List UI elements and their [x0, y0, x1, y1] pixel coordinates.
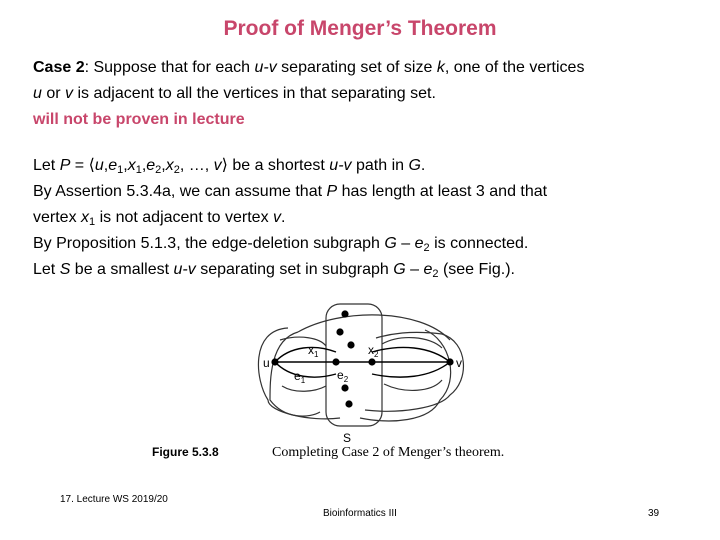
- figure-5-3-8: [150, 300, 570, 460]
- vertex-s-5: [345, 400, 352, 407]
- vertex-s-2: [336, 328, 343, 335]
- footer-course: Bioinformatics III: [323, 508, 397, 519]
- region-outline-6: [280, 337, 326, 346]
- vertex-s-4: [341, 384, 348, 391]
- label-e2: $e_2$: [337, 368, 349, 384]
- arc-u-bottom: [275, 362, 336, 377]
- vertex-s-3: [347, 341, 354, 348]
- region-outline-7: [282, 386, 326, 391]
- proof-line-1: Let $P = ⟨u,e_1,x_1,e_2,x_2$, …, v⟩ be a shortest u-v path in G.: [33, 157, 426, 176]
- region-outline-5: [365, 332, 463, 411]
- label-x1: $x_1$: [308, 343, 319, 359]
- proof-line-2: By Assertion 5.3.4a, we can assume that P has length at least 3 and that: [33, 183, 548, 200]
- label-s: S: [343, 431, 352, 445]
- arc-v-top: [372, 347, 450, 362]
- lecture-note: will not be proven in lecture: [33, 111, 245, 128]
- arc-v-bottom: [372, 362, 450, 377]
- vertex-x1: [332, 358, 339, 365]
- region-outline-1: [298, 315, 450, 340]
- label-u: u: [263, 356, 270, 370]
- figure-caption-label: Figure 5.3.8: [152, 445, 219, 459]
- vertex-v: [446, 358, 453, 365]
- arc-u-top: [275, 347, 336, 362]
- vertex-x2: [368, 358, 375, 365]
- case-2-statement: [33, 55, 693, 133]
- proof-body: [33, 153, 693, 283]
- vertex-u: [271, 358, 278, 365]
- figure-caption-text: Completing Case 2 of Menger’s theorem.: [272, 445, 505, 460]
- slide-title: Proof of Menger’s Theorem: [223, 17, 497, 40]
- proof-line-4: By Proposition 5.1.3, the edge-deletion subgraph G – $e_2$ is connected.: [33, 235, 529, 254]
- proof-line-3: vertex $x_1$ is not adjacent to vertex v.: [33, 209, 286, 228]
- vertex-s-top: [341, 310, 348, 317]
- case-line-1: Case 2: Suppose that for each u-v separating set of size k, one of the vertices: [33, 59, 585, 76]
- footer-page-number: 39: [648, 508, 660, 519]
- region-outline-8: [382, 338, 442, 348]
- label-x2: $x_2$: [368, 343, 379, 359]
- region-outline-9: [384, 380, 442, 390]
- label-e1: $e_1$: [294, 369, 306, 385]
- label-v: v: [456, 356, 462, 370]
- footer-lecture: 17. Lecture WS 2019/20: [60, 494, 168, 505]
- proof-line-5: Let S be a smallest u-v separating set in subgraph G – $e_2$ (see Fig.).: [33, 261, 515, 280]
- case-line-2: u or v is adjacent to all the vertices in that separating set.: [33, 85, 436, 102]
